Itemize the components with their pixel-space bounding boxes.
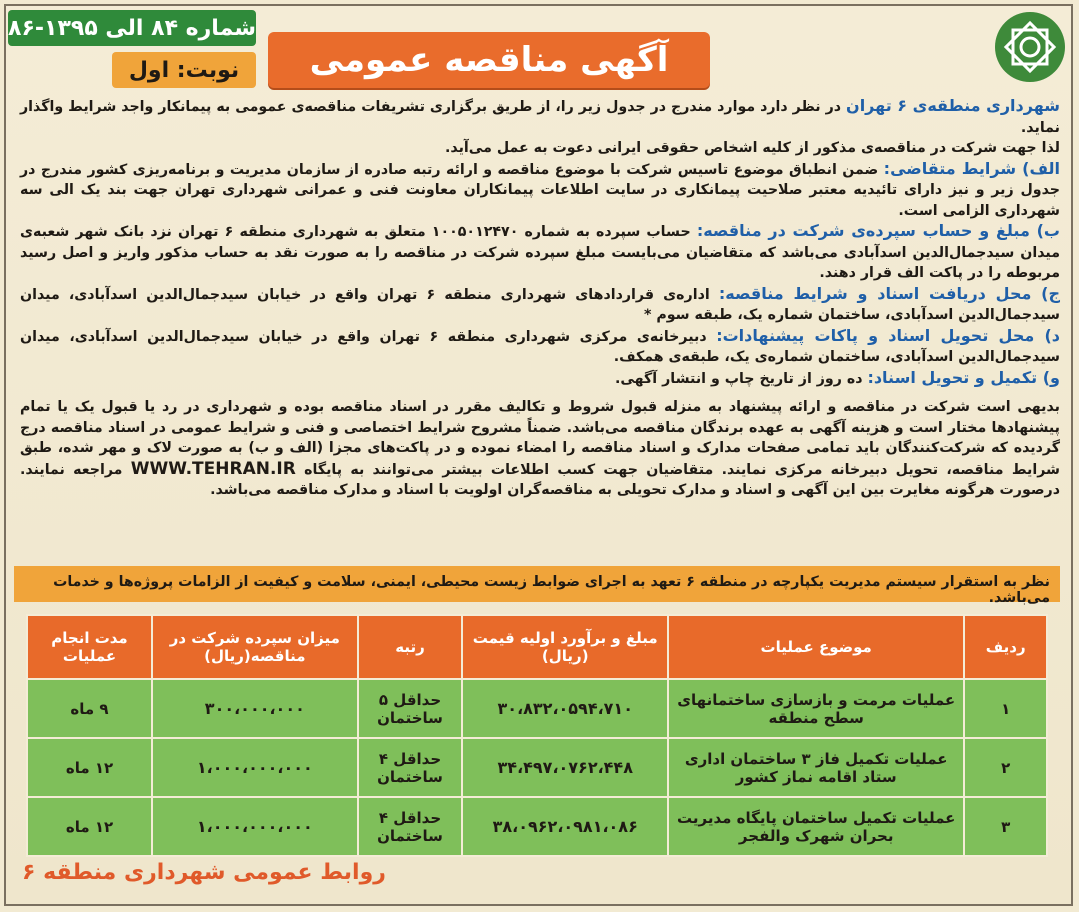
section-e <box>20 368 1060 390</box>
cell-subject: عملیات مرمت و بازسازی ساختمانهای سطح منطقه <box>668 679 964 738</box>
footer-signature: روابط عمومی شهرداری منطقه ۶ <box>22 860 386 885</box>
section-d-heading: د) محل تحویل اسناد و پاکات پیشنهادات: <box>716 325 1061 345</box>
section-a-heading: الف) شرایط متقاضی: <box>883 158 1060 178</box>
col-duration: مدت انجام عملیات <box>27 615 152 679</box>
cell-deposit: ۱،۰۰۰،۰۰۰،۰۰۰ <box>152 738 358 797</box>
col-row: ردیف <box>964 615 1047 679</box>
section-d-text: دبیرخانه‌ی مرکزی شهرداری منطقه ۶ تهران واقع در خیابان سیدجمال‌الدین اسدآبادی، میدان سیدجمال‌الدین اسدآبادی، ساختمان شماره‌ی یک، طبقه‌ی همکف. <box>20 328 1060 365</box>
cell-duration: ۱۲ ماه <box>27 738 152 797</box>
cell-estimate: ۳۸،۰۹۶۲،۰۹۸۱،۰۸۶ <box>462 797 668 856</box>
cell-duration: ۱۲ ماه <box>27 797 152 856</box>
col-grade: رتبه <box>358 615 463 679</box>
issue-number-badge: شماره ۸۴ الی ۱۳۹۵-۸۶ <box>8 10 256 46</box>
hse-notice: نظر به استقرار سیستم مدیریت یکپارچه در منطقه ۶ تعهد به اجرای ضوابط زیست محیطی، ایمنی، سلامت و کیفیت از الزامات پروژه‌ها و خدمات می‌باشد. <box>14 566 1060 602</box>
section-b-text: حساب سپرده به شماره ۱۰۰۵۰۱۲۴۷۰ متعلق به شهرداری منطقه ۶ تهران نزد بانک شهر شعبه‌ی میدان سیدجمال‌الدین اسدآبادی می‌باشد که متقاضیان می‌بایست مبلغ سپرده شرکت در مناقصه را به صورت نقد به حساب مذکور واریز و اصل رسید مربوطه را در پاکت الف قرار دهند. <box>20 224 1060 281</box>
cell-row: ۱ <box>964 679 1047 738</box>
terms-paragraph <box>20 397 1060 501</box>
cell-subject: عملیات تکمیل فاز ۳ ساختمان اداری ستاد اقامه نماز کشور <box>668 738 964 797</box>
cell-row: ۲ <box>964 738 1047 797</box>
section-c-heading: ج) محل دریافت اسناد و شرایط مناقصه: <box>718 283 1061 303</box>
cell-subject: عملیات تکمیل ساختمان پایگاه مدیریت بحران شهرک والفجر <box>668 797 964 856</box>
section-e-heading: و) تکمیل و تحویل اسناد: <box>867 367 1060 387</box>
section-b <box>20 221 1060 284</box>
cell-estimate: ۳۴،۴۹۷،۰۷۶۲،۴۴۸ <box>462 738 668 797</box>
cell-deposit: ۳۰۰،۰۰۰،۰۰۰ <box>152 679 358 738</box>
cell-estimate: ۳۰،۸۳۲،۰۵۹۴،۷۱۰ <box>462 679 668 738</box>
terms-text-1: بدیهی است شرکت در مناقصه و ارائه پیشنهاد به منزله قبول شروط و تکالیف مقرر در اسناد مناقصه بوده و شهرداری در رد یا قبول یک یا تمام پیشنهادها مختار است و هزینه آگهی به عهده برندگان مناقصه می‌باشد. ضمناً مشروح شرایط اختصاصی و فنی و شرایط عمومی در اسناد مناقصه درج گردیده که شرکت‌کنندگان باید تمامی صفحات مدارک و اسناد مناقصه را امضاء نموده و در پاکت‌های مجزا (الف و ب) به صورت لاک و مهر شده، طبق شرایط مناقصه، تحویل دبیرخانه مرکزی نمایند. متقاضیان جهت کسب اطلاعات بیشتر می‌توانند به پایگاه <box>20 399 1060 478</box>
table-row <box>27 738 1047 797</box>
organization-name: شهرداری منطقه‌ی ۶ تهران <box>846 96 1060 115</box>
cell-duration: ۹ ماه <box>27 679 152 738</box>
col-subject: موضوع عملیات <box>668 615 964 679</box>
section-b-heading: ب) مبلغ و حساب سپرده‌ی شرکت در مناقصه: <box>696 221 1061 240</box>
table-row <box>27 797 1047 856</box>
section-d <box>20 326 1060 368</box>
col-estimate: مبلغ و برآورد اولیه قیمت (ریال) <box>462 615 668 679</box>
col-deposit: میزان سپرده شرکت در مناقصه(ریال) <box>152 615 358 679</box>
section-a <box>20 159 1060 222</box>
round-badge: نوبت: اول <box>112 52 256 88</box>
section-a-text: ضمن انطباق موضوع تاسیس شرکت با موضوع مناقصه و ارائه رتبه صادره از سازمان مدیریت و برنامه‌ریزی کشور مندرج در جدول زیر و نیز دارای تائیدیه معتبر صلاحیت پیمانکاری در سایت اطلاعات پیمانکاران معاونت فنی و عمرانی شهرداری تهران جهت بند یک الی سه شهرداری الزامی است. <box>20 161 1060 219</box>
cell-row: ۳ <box>964 797 1047 856</box>
table-header-row <box>27 615 1047 679</box>
website-link[interactable]: WWW.TEHRAN.IR <box>130 458 296 479</box>
intro-text: در نظر دارد موارد مندرج در جدول زیر را، از طریق برگزاری تشریفات مناقصه‌ی عمومی به پیمانکار واجد شرایط واگذار نماید. <box>20 99 1060 136</box>
cell-grade: حداقل ۴ ساختمان <box>358 738 463 797</box>
table-row <box>27 679 1047 738</box>
cell-grade: حداقل ۵ ساختمان <box>358 679 463 738</box>
banner-title: آگهی مناقصه عمومی <box>268 32 710 88</box>
section-c-text: اداره‌ی قراردادهای شهرداری منطقه ۶ تهران واقع در خیابان سیدجمال‌الدین اسدآبادی، میدان سیدجمال‌الدین اسدآبادی، ساختمان شماره یک، طبقه سوم * <box>20 286 1060 323</box>
cell-grade: حداقل ۴ ساختمان <box>358 797 463 856</box>
intro-paragraph <box>20 96 1060 138</box>
announcement-body <box>20 96 1060 501</box>
intro-invitation: لذا جهت شرکت در مناقصه‌ی مذکور از کلیه اشخاص حقوقی ایرانی دعوت به عمل می‌آید. <box>444 140 1060 156</box>
section-e-text: ده روز از تاریخ چاپ و انتشار آگهی. <box>614 370 868 387</box>
terms-text-2: مراجعه نمایند. درصورت هرگونه مغایرت بین این آگهی و اسناد و مدارک تحویلی به مناقصه‌گران اولویت با اسناد و مدارک مناقصه می‌باشد. <box>20 461 1060 498</box>
tehran-municipality-logo-icon <box>995 12 1065 82</box>
section-c <box>20 284 1060 326</box>
cell-deposit: ۱،۰۰۰،۰۰۰،۰۰۰ <box>152 797 358 856</box>
tender-table <box>26 614 1048 857</box>
